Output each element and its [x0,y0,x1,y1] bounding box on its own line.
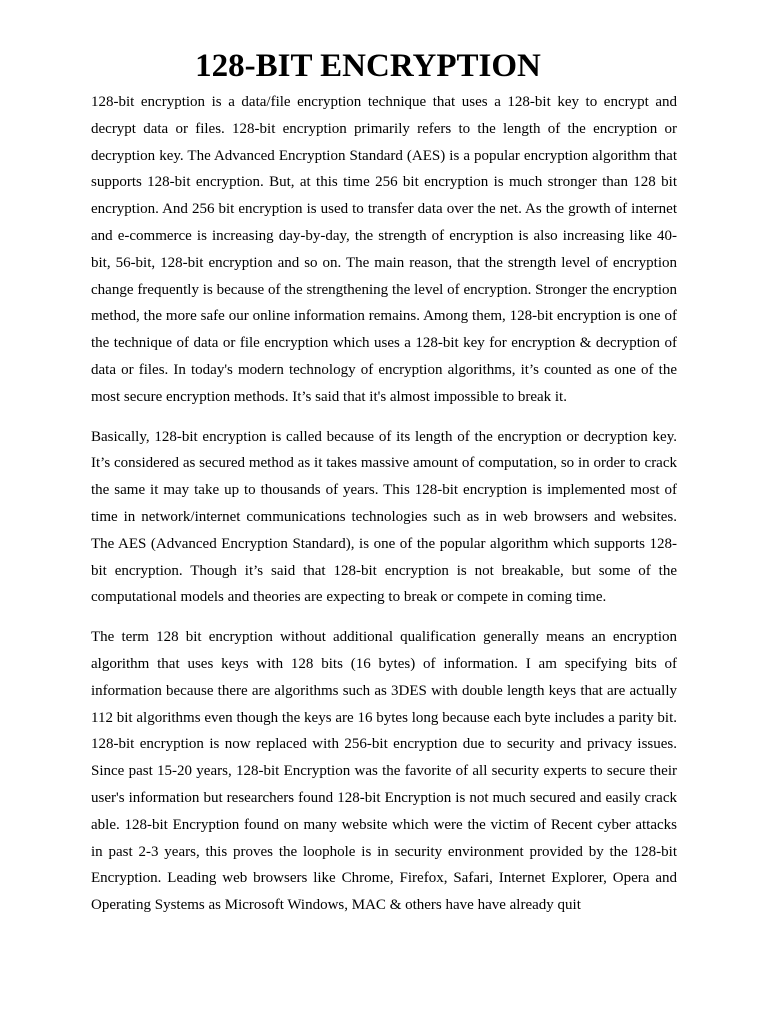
paragraph-3: The term 128 bit encryption without additional qualification generally means an encryption algorithm that uses keys with 128 bits (16 bytes) of information. I am specifying bits of information because there are algorithms such as 3DES with double length keys that are actually 112 bit algorithms even though the keys are 16 bytes long because each byte includes a parity bit. 128-bit encryption is now replaced with 256-bit encryption due to security and privacy issues. Since past 15-20 years, 128-bit Encryption was the favorite of all security experts to secure their user's information but researchers found 128-bit Encryption is not much secured and easily crack able. 128-bit Encryption found on many website which were the victim of Recent cyber attacks in past 2-3 years, this proves the loophole is in security environment provided by the 128-bit Encryption. Leading web browsers like Chrome, Firefox, Safari, Internet Explorer, Opera and Operating Systems as Microsoft Windows, MAC & others have have already quit [91,629,677,914]
page-title: 128-BIT ENCRYPTION [195,48,541,84]
paragraph-1: 128-bit encryption is a data/file encryption technique that uses a 128-bit key to encrypt and decrypt data or files. 128-bit encryption primarily refers to the length of the encryption or decryption key. The Advanced Encryption Standard (AES) is a popular encryption algorithm that supports 128-bit encryption. But, at this time 256 bit encryption is much stronger than 128 bit encryption. And 256 bit encryption is used to transfer data over the net. As the growth of internet and e-commerce is increasing day-by-day, the strength of encryption is also increasing like 40-bit, 56-bit, 128-bit encryption and so on. The main reason, that the strength level of encryption change frequently is because of the strengthening the level of encryption. Stronger the encryption method, the more safe our online information remains. Among them, 128-bit encryption is one of the technique of data or file encryption which uses a 128-bit key for encryption & decryption of data or files. In today's modern technology of encryption algorithms, it’s counted as one of the most secure encryption methods. It’s said that it's almost impossible to break it. [91,94,677,405]
document-body [91,89,677,932]
paragraph-2: Basically, 128-bit encryption is called because of its length of the encryption or decryption key. It’s considered as secured method as it takes massive amount of computation, so in order to crack the same it may take up to thousands of years. This 128-bit encryption is implemented most of time in network/internet communications technologies such as in web browsers and websites. The AES (Advanced Encryption Standard), is one of the popular algorithm which supports 128-bit encryption. Though it’s said that 128-bit encryption is not breakable, but some of the computational models and theories are expecting to break or compete in coming time. [91,428,677,606]
